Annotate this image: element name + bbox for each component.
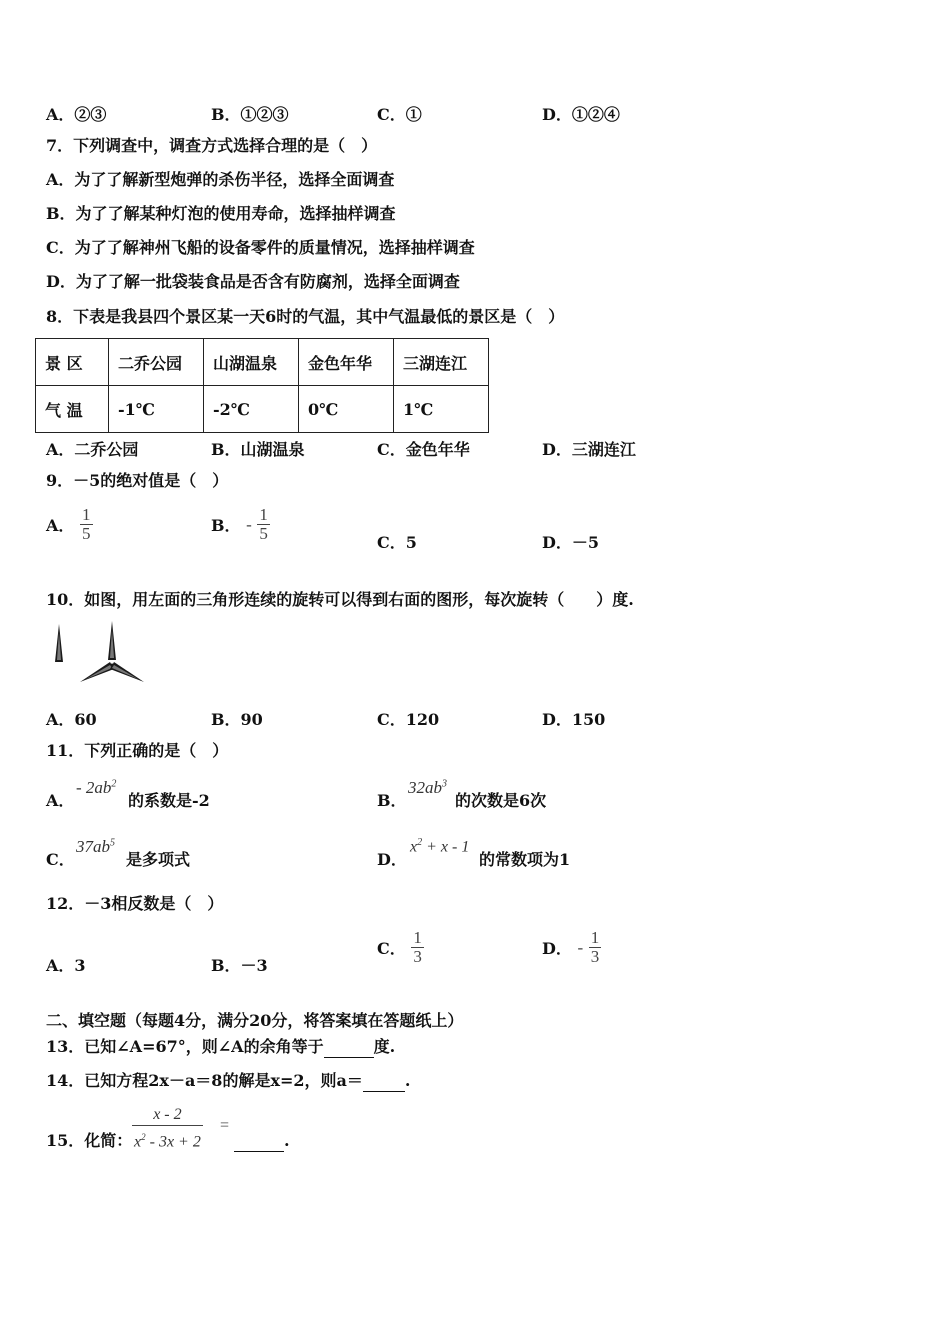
q11-option-b-text: 的次数是6次 <box>455 791 547 810</box>
q8-option-b: B．山湖温泉 <box>211 440 305 459</box>
table-cell: -2℃ <box>204 386 299 433</box>
table-header-row <box>36 339 489 386</box>
q8-option-d: D．三湖连江 <box>542 440 636 459</box>
q12-stem: 12．－3相反数是（ ） <box>46 894 224 913</box>
q12-options <box>46 929 926 979</box>
q11-row-2 <box>46 835 926 875</box>
fraction: $\frac{1}{3}$ <box>590 928 600 966</box>
q7-option-b: B．为了了解某种灯泡的使用寿命，选择抽样调查 <box>46 204 396 223</box>
table-cell: 山湖温泉 <box>204 339 299 386</box>
q10-option-c: C．120 <box>377 710 440 729</box>
answer-blank <box>324 1037 374 1058</box>
q11-option-a-text: 的系数是-2 <box>128 791 210 810</box>
q11-option-a-label: A． <box>46 791 75 810</box>
q13: 13．已知∠A=67°，则∠A的余角等于 度. <box>46 1037 396 1056</box>
triangle-pinwheel-icon <box>80 621 144 682</box>
q10-option-d: D．150 <box>542 710 606 729</box>
q11-option-c-expr: $37ab^5$ <box>76 837 115 856</box>
q15-equals: = <box>220 1117 230 1134</box>
sign: - <box>577 937 584 957</box>
table-cell: 三湖连江 <box>394 339 489 386</box>
q15-label: 15．化简： <box>46 1131 133 1150</box>
q9-options <box>46 506 926 556</box>
q15-answer: . <box>234 1131 290 1152</box>
q12-option-a: A．3 <box>46 956 86 975</box>
q8-stem: 8．下表是我县四个景区某一天6时的气温，其中气温最低的景区是（ ） <box>46 307 565 326</box>
q11-row-1 <box>46 776 926 816</box>
fraction: $\frac{1}{5}$ <box>259 505 268 543</box>
q10-stem: 10．如图，用左面的三角形连续的旋转可以得到右面的图形，每次旋转（ ）度. <box>46 590 634 609</box>
q11-option-d-text: 的常数项为1 <box>479 850 571 869</box>
q7-stem: 7．下列调查中，调查方式选择合理的是（ ） <box>46 136 378 155</box>
fraction: $\frac{1}{3}$ <box>413 928 422 966</box>
table-cell: 0℃ <box>299 386 394 433</box>
q7-option-d: D．为了了解一批袋装食品是否含有防腐剂，选择全面调查 <box>46 272 460 291</box>
q6-option-c: C．① <box>377 105 422 124</box>
temperature-table <box>35 338 489 433</box>
table-cell: 气 温 <box>36 386 109 433</box>
table-cell: 1℃ <box>394 386 489 433</box>
q11-option-d-expr: $x^2 + x - 1$ <box>410 837 470 856</box>
q6-option-b: B．①②③ <box>211 105 289 124</box>
sign: - <box>246 514 252 534</box>
q8-option-a: A．二乔公园 <box>46 440 139 459</box>
q11-option-b-expr: $32ab^3$ <box>408 778 447 797</box>
q11-option-c-text: 是多项式 <box>126 850 191 869</box>
table-cell: 景 区 <box>36 339 109 386</box>
section-heading: 二、填空题（每题4分，满分20分，将答案填在答题纸上） <box>46 1011 464 1030</box>
fraction: $\frac{1}{5}$ <box>82 505 91 543</box>
q11-option-c-label: C． <box>46 850 75 869</box>
table-cell: 二乔公园 <box>109 339 204 386</box>
single-triangle-icon <box>55 624 63 662</box>
q11-stem: 11．下列正确的是（ ） <box>46 741 229 760</box>
table-row <box>36 386 489 433</box>
answer-blank <box>363 1071 405 1092</box>
q6-option-d: D．①②④ <box>542 105 620 124</box>
q9-option-a: A． $\frac{1}{5}$ <box>46 505 91 543</box>
q9-stem: 9．－5的绝对值是（ ） <box>46 471 229 490</box>
q10-option-b: B．90 <box>211 710 263 729</box>
q6-option-a: A．②③ <box>46 105 107 124</box>
q11-option-b-label: B． <box>377 791 407 810</box>
q12-option-b: B．－3 <box>211 956 268 975</box>
q12-option-d: D． - $\frac{1}{3}$ <box>542 928 600 966</box>
q9-option-b: B． - $\frac{1}{5}$ <box>211 505 268 543</box>
table-cell: -1℃ <box>109 386 204 433</box>
answer-blank <box>234 1131 284 1152</box>
q15-fraction: x - 2 $x^2 - 3x + 2$ <box>134 1106 201 1151</box>
q11-option-a-expr: - $2ab^2$ <box>76 778 117 797</box>
table-cell: 金色年华 <box>299 339 394 386</box>
q14: 14．已知方程2x－a＝8的解是x=2，则a＝ . <box>46 1071 411 1090</box>
q7-option-a: A．为了了解新型炮弹的杀伤半径，选择全面调查 <box>46 170 395 189</box>
q9-option-c: C．5 <box>377 533 417 552</box>
rotation-figure <box>44 618 154 688</box>
q11-option-d-label: D． <box>377 850 407 869</box>
q10-option-a: A．60 <box>46 710 97 729</box>
q12-option-c: C． $\frac{1}{3}$ <box>377 928 422 966</box>
q8-option-c: C．金色年华 <box>377 440 470 459</box>
q7-option-c: C．为了了解神州飞船的设备零件的质量情况，选择抽样调查 <box>46 238 475 257</box>
q9-option-d: D．－5 <box>542 533 600 552</box>
